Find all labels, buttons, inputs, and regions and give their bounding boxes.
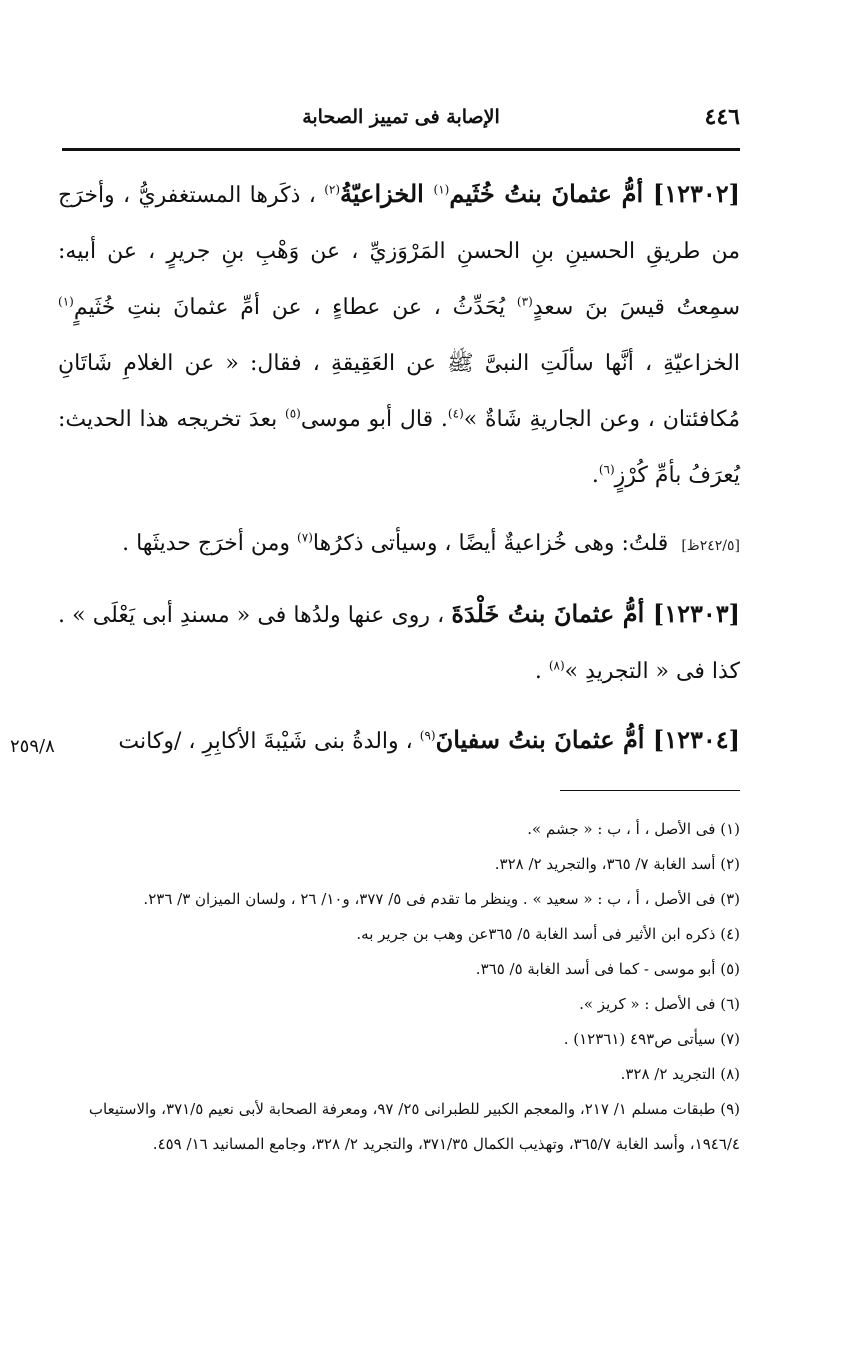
manuscript-folio-ref: [٢٤٢/٥ظ] bbox=[681, 538, 740, 554]
footnote-ref: (٤) bbox=[447, 406, 464, 421]
entry-title: [١٢٣٠٢] أمُّ عثمانَ بنتُ خُثَيم bbox=[449, 179, 741, 208]
entry-text: ، روى عنها ولدُها فى « مسندِ أبى يَعْلَى » . كذا فى « التجريدِ » bbox=[58, 603, 740, 684]
entry-text: . قال أبو موسى bbox=[300, 407, 448, 432]
entry-title: [١٢٣٠٤] أمُّ عثمانَ بنتُ سفيانَ bbox=[435, 725, 740, 754]
footnote-ref: (٢) bbox=[324, 182, 341, 197]
entry-12302 bbox=[58, 166, 740, 504]
entry-text: ، والدةُ بنى شَيْبةَ الأكابِرِ ، /وكانت bbox=[118, 729, 413, 754]
footnote: (٥) أبو موسى - كما فى أسد الغابة ٥/ ٣٦٥. bbox=[475, 960, 740, 978]
footnote: (٢) أسد الغابة ٧/ ٣٦٥، والتجريد ٢/ ٣٢٨. bbox=[494, 855, 740, 873]
entry-text: ، ذكَرها المستغفريُّ ، وأخرَج من طريقِ الحسينِ بنِ الحسنِ المَرْوَزيِّ ، عن وَهْبِ بنِ جريرٍ ، عن أبيه: سمِعتُ قيسَ بنَ سعدٍ bbox=[58, 183, 741, 320]
header-rule bbox=[62, 148, 740, 151]
commentary-text: ومن أخرَج حديثَها . bbox=[122, 531, 298, 556]
main-text bbox=[58, 166, 740, 782]
footnote-ref: (١) bbox=[433, 182, 450, 197]
entry-text: الخزاعيّةِ ، أنَّها سألَتِ النبىَّ ﷺ عن العَقِيقةِ ، فقال: « عن الغلامِ شَاتَانِ مُكافئتان ، وعن الجاريةِ شَاةٌ » bbox=[58, 351, 740, 432]
footnote: (٨) التجريد ٢/ ٣٢٨. bbox=[620, 1065, 740, 1083]
entry-12304 bbox=[58, 712, 740, 770]
footnote: (٣) فى الأصل ، أ ، ب : « سعيد » . وينظر ما تقدم فى ٥/ ٣٧٧، و١٠/ ٢٦ ، ولسان الميزان ٣/ ٢٣٦. bbox=[143, 890, 740, 908]
footnote-ref: (٦) bbox=[598, 462, 615, 477]
footnote: (١) فى الأصل ، أ ، ب : « جشم ». bbox=[527, 820, 740, 838]
footnote: (٩) طبقات مسلم ١/ ٢١٧، والمعجم الكبير للطبرانى ٢٥/ ٩٧، ومعرفة الصحابة لأبى نعيم ٣٧١/٥، والاستيعاب ١٩٤٦/٤، وأسد الغابة ٣٦٥/٧، وتهذيب الكمال ٣٧١/٣٥، والتجريد ٢/ ٣٢٨، وجامع المسانيد ١٦/ ٤٥٩. bbox=[88, 1100, 740, 1153]
footnote-ref: (٧) bbox=[297, 530, 313, 545]
footnote: (٧) سيأتى ص٤٩٣ (١٢٣٦١) . bbox=[563, 1030, 740, 1048]
footnote-ref: (١) bbox=[58, 294, 74, 309]
entry-title: [١٢٣٠٣] أمُّ عثمانَ بنتُ خَلْدَةَ bbox=[451, 599, 740, 628]
footnote-ref: (٥) bbox=[285, 406, 301, 421]
footnote-ref: (٩) bbox=[419, 728, 436, 743]
footnote-rule bbox=[560, 790, 740, 791]
running-title: الإصابة فى تمييز الصحابة bbox=[302, 106, 500, 128]
footnotes bbox=[58, 812, 740, 1162]
entry-text: . bbox=[591, 463, 599, 488]
entry-text: . bbox=[534, 659, 549, 684]
entry-nisba: الخزاعيّةُ bbox=[340, 179, 434, 208]
volume-page-ref: ٢٥٩/٨ bbox=[10, 736, 55, 757]
entry-12303 bbox=[58, 586, 740, 700]
page-number: ٤٤٦ bbox=[704, 104, 740, 130]
page-header bbox=[62, 104, 740, 144]
commentary-paragraph bbox=[58, 516, 740, 574]
footnote-ref: (٣) bbox=[516, 294, 533, 309]
footnote-ref: (٨) bbox=[548, 658, 565, 673]
commentary-text: قلتُ: وهى خُزاعيةٌ أيضًا ، وسيأتى ذكرُها bbox=[312, 531, 669, 556]
entry-text: يُحَدِّثُ ، عن عطاءٍ ، عن أمِّ عثمانَ بنتِ خُثَيمٍ bbox=[73, 295, 517, 320]
footnote: (٦) فى الأصل : « كريز ». bbox=[579, 995, 740, 1013]
entry-text: بعدَ تخريجه هذا الحديث: يُعرَفُ بأمِّ كُرْزٍ bbox=[58, 407, 740, 488]
footnote: (٤) ذكره ابن الأثير فى أسد الغابة ٥/ ٣٦٥عن وهب بن جرير به. bbox=[356, 925, 740, 943]
